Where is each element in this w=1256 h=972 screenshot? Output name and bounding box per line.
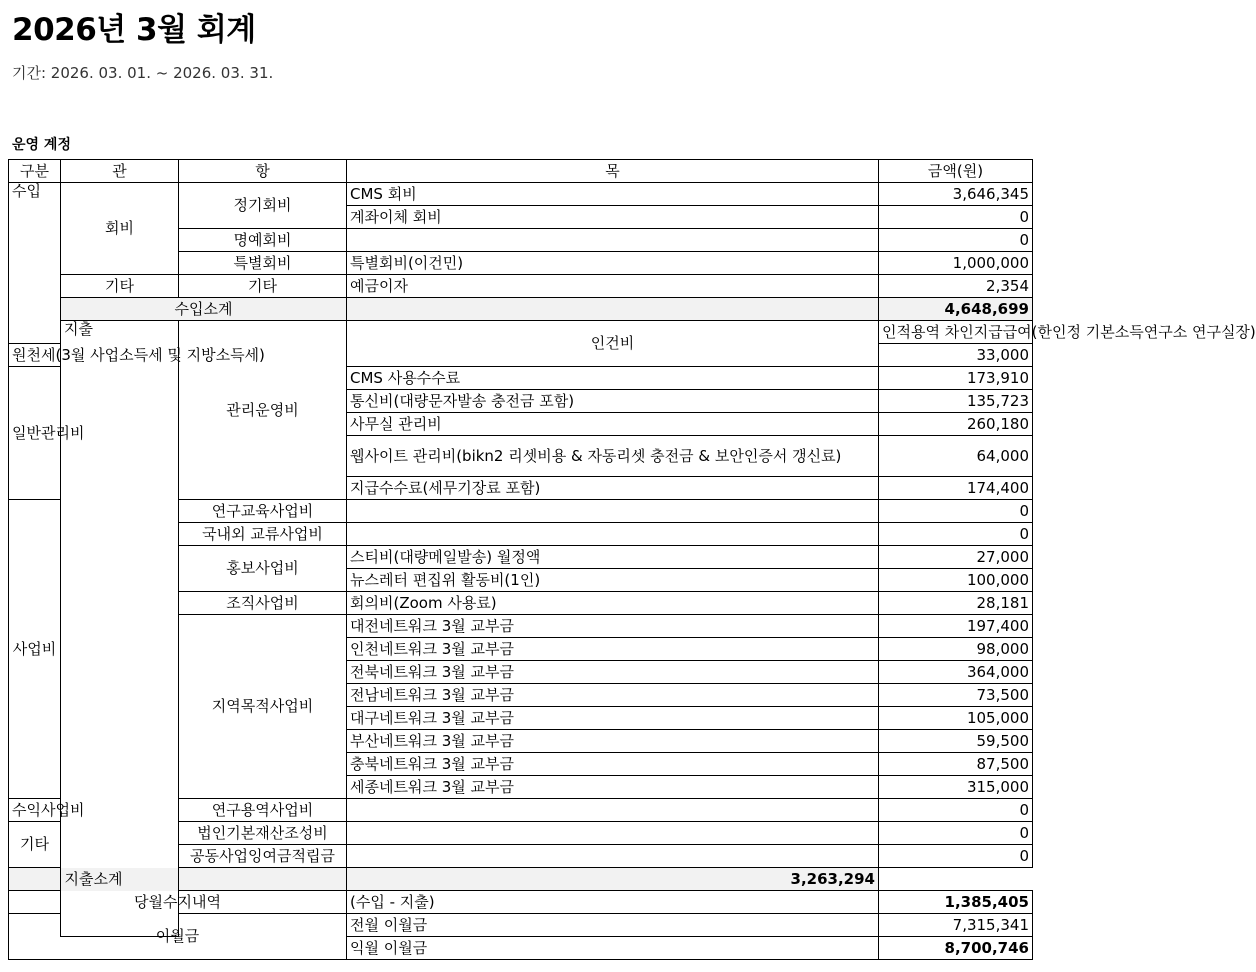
income-subtotal-row xyxy=(9,298,1033,321)
amount-cell: 0 xyxy=(879,206,1033,229)
hang-cell: 인건비 xyxy=(347,321,879,367)
amount-cell: 28,181 xyxy=(879,592,1033,615)
mok-cell: 통신비(대량문자발송 충전금 포함) xyxy=(347,390,879,413)
amount-cell: 174,400 xyxy=(879,477,1033,500)
balance-amount: 1,385,405 xyxy=(879,891,1033,914)
mok-cell: 계좌이체 회비 xyxy=(347,206,879,229)
ledger-table xyxy=(8,159,1256,960)
gwan-cell: 기타 xyxy=(61,275,179,298)
amount-cell: 0 xyxy=(879,500,1033,523)
income-subtotal-amount: 4,648,699 xyxy=(879,298,1033,321)
hang-cell: 명예회비 xyxy=(179,229,347,252)
amount-cell: 173,910 xyxy=(879,367,1033,390)
mok-cell: 원천세(3월 사업소득세 및 지방소득세) xyxy=(9,344,61,367)
amount-cell: 100,000 xyxy=(879,569,1033,592)
amount-cell: 315,000 xyxy=(879,776,1033,799)
mok-cell: 충북네트워크 3월 교부금 xyxy=(347,753,879,776)
mok-cell: 특별회비(이건민) xyxy=(347,252,879,275)
gwan-cell: 회비 xyxy=(61,183,179,275)
mok-cell: 부산네트워크 3월 교부금 xyxy=(347,730,879,753)
amount-cell: 27,000 xyxy=(879,546,1033,569)
mok-cell: 전북네트워크 3월 교부금 xyxy=(347,661,879,684)
hang-cell: 연구용역사업비 xyxy=(179,799,347,822)
mok-cell: 회의비(Zoom 사용료) xyxy=(347,592,879,615)
header-amount: 금액(원) xyxy=(879,160,1033,183)
mok-cell: CMS 회비 xyxy=(347,183,879,206)
mok-cell: CMS 사용수수료 xyxy=(347,367,879,390)
mok-cell xyxy=(347,500,879,523)
hang-cell: 정기회비 xyxy=(179,183,347,229)
expense-subtotal-row xyxy=(9,868,1033,891)
carryover-next-amount: 8,700,746 xyxy=(879,937,1033,960)
mok-cell: 대전네트워크 3월 교부금 xyxy=(347,615,879,638)
income-label: 수입 xyxy=(9,183,61,344)
carryover-row xyxy=(9,914,1033,937)
gwan-cell: 기타 xyxy=(9,822,61,868)
expense-subtotal-amount: 3,263,294 xyxy=(347,868,879,891)
table-row xyxy=(9,321,1033,344)
mok-cell: 인천네트워크 3월 교부금 xyxy=(347,638,879,661)
hang-cell: 일반관리비 xyxy=(9,367,61,500)
hang-cell: 법인기본재산조성비 xyxy=(179,822,347,845)
mok-cell: 스티비(대량메일발송) 월정액 xyxy=(347,546,879,569)
amount-cell: 59,500 xyxy=(879,730,1033,753)
header-row xyxy=(9,160,1033,183)
mok-cell xyxy=(347,799,879,822)
balance-mok: (수입 - 지출) xyxy=(347,891,879,914)
header-mok: 목 xyxy=(347,160,879,183)
expense-subtotal-label: 지출소계 xyxy=(9,868,179,891)
section-title: 운영 계정 xyxy=(12,137,71,153)
gwan-cell: 수익사업비 xyxy=(9,799,61,822)
mok-cell: 지급수수료(세무기장료 포함) xyxy=(347,477,879,500)
amount-cell: 2,354 xyxy=(879,275,1033,298)
amount-cell: 33,000 xyxy=(879,344,1033,367)
period-text: 기간: 2026. 03. 01. ~ 2026. 03. 31. xyxy=(12,64,274,82)
amount-cell: 0 xyxy=(879,845,1033,868)
amount-cell: 87,500 xyxy=(879,753,1033,776)
hang-cell: 지역목적사업비 xyxy=(179,615,347,799)
carryover-label: 이월금 xyxy=(9,914,347,960)
hang-cell: 국내외 교류사업비 xyxy=(179,523,347,546)
amount-cell: 0 xyxy=(879,822,1033,845)
hang-cell: 조직사업비 xyxy=(179,592,347,615)
mok-cell: 뉴스레터 편집위 활동비(1인) xyxy=(347,569,879,592)
balance-row xyxy=(9,891,1033,914)
amount-cell: 260,180 xyxy=(879,413,1033,436)
hang-cell: 홍보사업비 xyxy=(179,546,347,592)
amount-cell: 98,000 xyxy=(879,638,1033,661)
amount-cell: 73,500 xyxy=(879,684,1033,707)
amount-cell: 0 xyxy=(879,523,1033,546)
mok-cell: 사무실 관리비 xyxy=(347,413,879,436)
amount-cell: 105,000 xyxy=(879,707,1033,730)
mok-cell: 대구네트워크 3월 교부금 xyxy=(347,707,879,730)
mok-cell xyxy=(347,822,879,845)
mok-cell: 세종네트워크 3월 교부금 xyxy=(347,776,879,799)
amount-cell: 0 xyxy=(879,229,1033,252)
page-title: 2026년 3월 회계 xyxy=(12,12,256,48)
table-row xyxy=(9,183,1033,206)
mok-cell: 전남네트워크 3월 교부금 xyxy=(347,684,879,707)
subtotal-blank xyxy=(179,868,347,891)
carryover-prev-label: 전월 이월금 xyxy=(347,914,879,937)
mok-cell: 웹사이트 관리비(bikn2 리셋비용 & 자동리셋 충전금 & 보안인증서 갱신료) xyxy=(347,436,879,477)
amount-cell: 135,723 xyxy=(879,390,1033,413)
gwan-cell: 관리운영비 xyxy=(179,321,347,500)
amount-cell: 3,646,345 xyxy=(879,183,1033,206)
gwan-cell: 사업비 xyxy=(9,500,61,799)
hang-cell: 특별회비 xyxy=(179,252,347,275)
amount-cell: 0 xyxy=(879,799,1033,822)
header-gubun: 구분 xyxy=(9,160,61,183)
mok-cell xyxy=(347,845,879,868)
hang-cell: 연구교육사업비 xyxy=(179,500,347,523)
amount-cell: 64,000 xyxy=(879,436,1033,477)
balance-label: 당월수지내역 xyxy=(9,891,347,914)
header-gwan: 관 xyxy=(61,160,179,183)
table-row xyxy=(9,275,1033,298)
amount-cell: 1,000,000 xyxy=(879,252,1033,275)
expense-label: 지출 xyxy=(61,321,179,937)
mok-cell: 인적용역 차인지급급여(한인정 기본소득연구소 연구실장) xyxy=(879,321,1033,344)
amount-cell: 197,400 xyxy=(879,615,1033,638)
subtotal-blank xyxy=(347,298,879,321)
carryover-prev-amount: 7,315,341 xyxy=(879,914,1033,937)
mok-cell xyxy=(347,229,879,252)
amount-cell: 364,000 xyxy=(879,661,1033,684)
hang-cell: 공동사업잉여금적립금 xyxy=(179,845,347,868)
hang-cell: 기타 xyxy=(179,275,347,298)
income-subtotal-label: 수입소계 xyxy=(61,298,347,321)
mok-cell: 예금이자 xyxy=(347,275,879,298)
carryover-next-label: 익월 이월금 xyxy=(347,937,879,960)
header-hang: 항 xyxy=(179,160,347,183)
mok-cell xyxy=(347,523,879,546)
